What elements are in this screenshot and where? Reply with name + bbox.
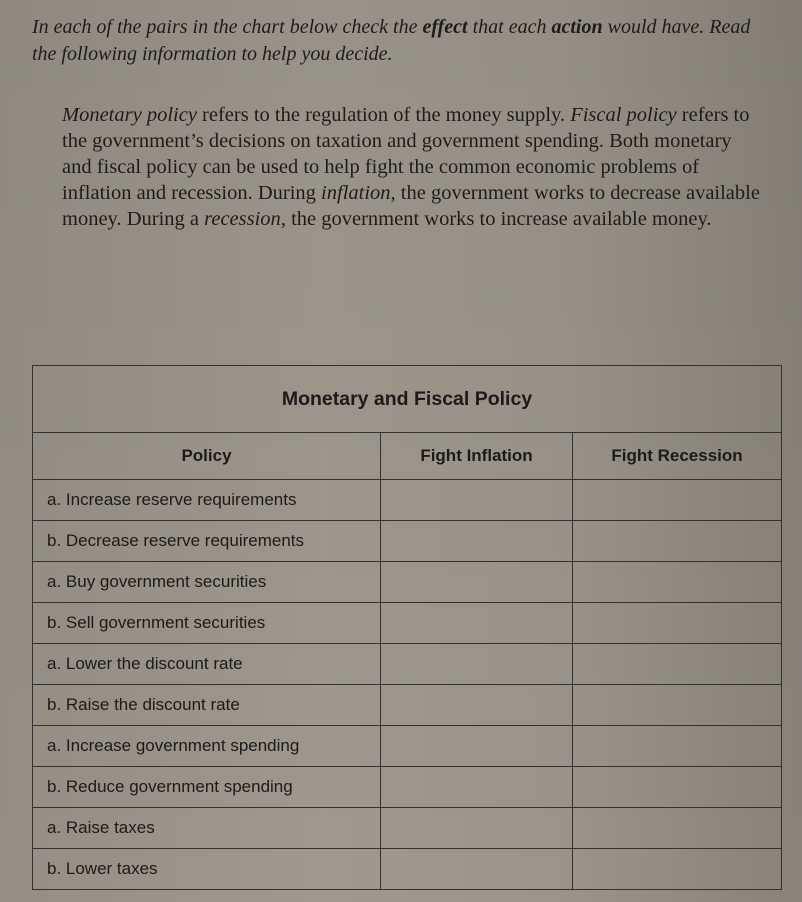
fight-recession-check-cell[interactable] (573, 685, 782, 726)
table-row (33, 849, 782, 890)
table-row (33, 603, 782, 644)
policy-action-label: a. Raise taxes (33, 808, 381, 849)
policy-action-label: b. Decrease reserve requirements (33, 521, 381, 562)
fight-recession-check-cell[interactable] (573, 603, 782, 644)
policy-action-label: b. Sell government securities (33, 603, 381, 644)
info-paragraph: Monetary policy refers to the regulation of the money supply. Fiscal policy refers to the government’s decisions on taxation and government spending. Both monetary and fiscal policy can be used to help fight the common economic problems of inflation and recession. During inflation, the government works to decrease available money. During a recession, the government works to increase available money. (62, 104, 760, 230)
fight-inflation-check-cell[interactable] (381, 849, 573, 890)
fight-inflation-check-cell[interactable] (381, 685, 573, 726)
fight-recession-check-cell[interactable] (573, 808, 782, 849)
effect-word: effect (422, 16, 468, 38)
policy-table (32, 365, 782, 890)
policy-column-header: Policy (33, 433, 381, 480)
monetary-policy-term: Monetary policy (62, 104, 197, 126)
fight-recession-check-cell[interactable] (573, 521, 782, 562)
fight-inflation-check-cell[interactable] (381, 480, 573, 521)
fight-recession-check-cell[interactable] (573, 562, 782, 603)
action-word: action (551, 16, 603, 38)
recession-term: recession (204, 208, 281, 230)
policy-action-label: b. Raise the discount rate (33, 685, 381, 726)
fight-inflation-check-cell[interactable] (381, 644, 573, 685)
fight-recession-column-header: Fight Recession (573, 433, 782, 480)
fight-recession-check-cell[interactable] (573, 644, 782, 685)
table-row (33, 480, 782, 521)
fight-inflation-column-header: Fight Inflation (381, 433, 573, 480)
fight-inflation-check-cell[interactable] (381, 767, 573, 808)
policy-action-label: a. Increase reserve requirements (33, 480, 381, 521)
table-row (33, 562, 782, 603)
table-row (33, 808, 782, 849)
fight-inflation-check-cell[interactable] (381, 726, 573, 767)
policy-action-label: a. Lower the discount rate (33, 644, 381, 685)
policy-rows (33, 480, 782, 890)
policy-action-label: b. Reduce government spending (33, 767, 381, 808)
fight-recession-check-cell[interactable] (573, 726, 782, 767)
instructions-text: In each of the pairs in the chart below check the effect that each action would have. Read the following information to help you decide. (32, 16, 751, 65)
inflation-term: inflation (321, 182, 391, 204)
fiscal-policy-term: Fiscal policy (570, 104, 677, 126)
fight-inflation-check-cell[interactable] (381, 808, 573, 849)
policy-action-label: a. Buy government securities (33, 562, 381, 603)
fight-inflation-check-cell[interactable] (381, 521, 573, 562)
table-row (33, 767, 782, 808)
table-row (33, 644, 782, 685)
policy-action-label: b. Lower taxes (33, 849, 381, 890)
fight-recession-check-cell[interactable] (573, 849, 782, 890)
table-row (33, 685, 782, 726)
table-title: Monetary and Fiscal Policy (33, 366, 782, 433)
fight-inflation-check-cell[interactable] (381, 603, 573, 644)
table-row (33, 726, 782, 767)
fight-inflation-check-cell[interactable] (381, 562, 573, 603)
table-row (33, 521, 782, 562)
fight-recession-check-cell[interactable] (573, 480, 782, 521)
policy-action-label: a. Increase government spending (33, 726, 381, 767)
fight-recession-check-cell[interactable] (573, 767, 782, 808)
